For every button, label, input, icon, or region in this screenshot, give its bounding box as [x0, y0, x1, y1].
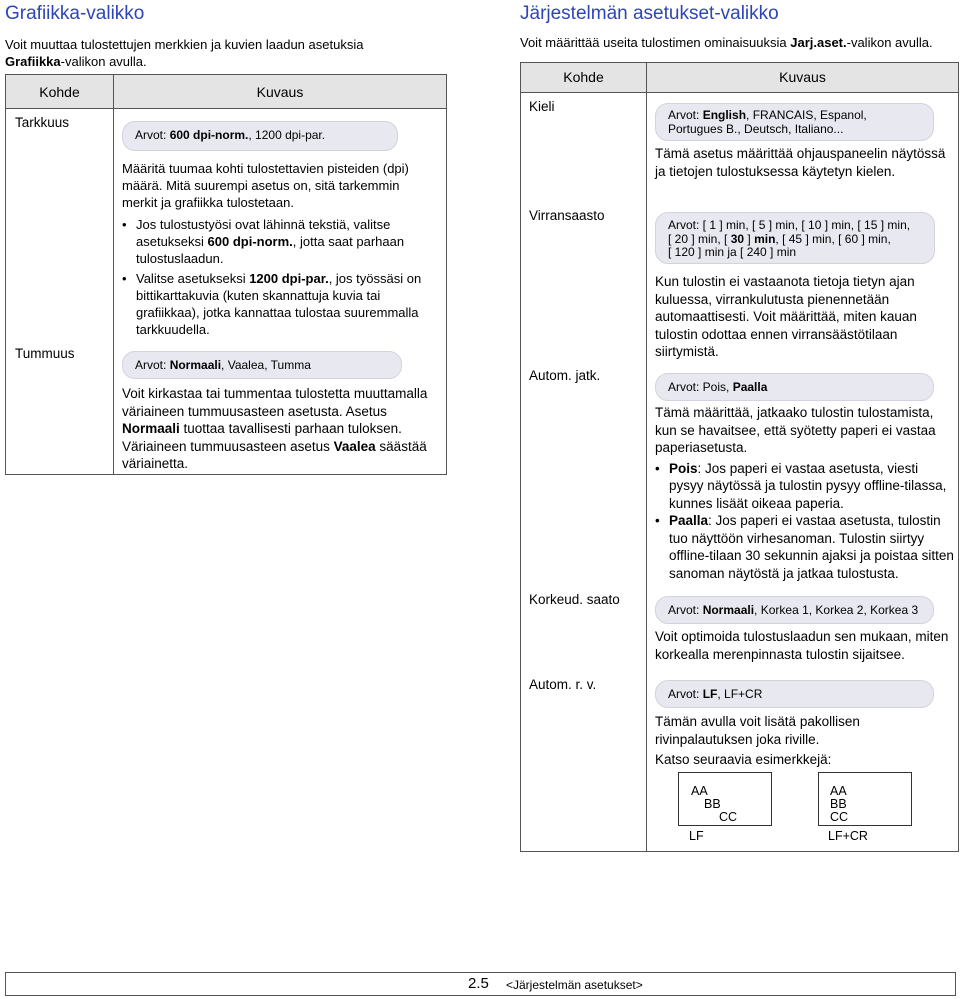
desc-tummuus: Voit kirkastaa tai tummentaa tulostetta muuttamalla väriaineen tummuusasteen asetusta. Asetus Normaali tuottaa tavallisesti parhaan tuloksen. Väriaineen tummuusasteen asetus Vaalea säästää väriainetta.: [122, 386, 428, 471]
desc-kieli: Tämä asetus määrittää ohjauspaneelin näytössä ja tietojen tulostuksessa käytetyn kielen.: [655, 146, 946, 179]
item-autom-jatk: Autom. jatk.: [529, 368, 601, 383]
item-virransaasto: Virransaasto: [529, 208, 605, 223]
footer: [5, 972, 956, 996]
values-korkeud-saato: Arvot: Normaali, Korkea 1, Korkea 2, Korkea 3: [655, 596, 934, 624]
values-tarkkuus: Arvot: 600 dpi-norm., 1200 dpi-par.: [122, 121, 398, 151]
left-intro: Voit muuttaa tulostettujen merkkien ja kuvien laadun asetuksia Grafiikka-valikon avulla.: [5, 37, 364, 69]
item-korkeud-saato: Korkeud. saato: [529, 592, 620, 607]
item-tummuus: Tummuus: [15, 346, 75, 361]
values-virransaasto: Arvot: [ 1 ] min, [ 5 ] min, [ 10 ] min, [ 15 ] min, [ 20 ] min, [ 30 ] min, [ 45 ] min, [ 60 ] min, [ 120 ] min ja [ 240 ] min: [655, 212, 935, 264]
right-title: Järjestelmän asetukset-valikko: [520, 3, 779, 24]
left-title: Grafiikka-valikko: [5, 3, 145, 24]
left-col-desc-header: Kuvaus: [256, 84, 304, 100]
example-lf-label: LF: [689, 829, 704, 843]
desc-virransaasto: Kun tulostin ei vastaanota tietoja tietyn ajan kuluessa, virrankulutusta pienennetään automaattisesti. Voit määrittää, miten kauan tulostin odottaa ennen virransäästötilaan siirtymistä.: [655, 274, 917, 359]
right-col-desc-header: Kuvaus: [779, 69, 826, 85]
desc-korkeud-saato: Voit optimoida tulostuslaadun sen mukaan, miten korkealla merenpinnasta tulostin sijaitsee.: [655, 629, 949, 662]
example-lfcr-label: LF+CR: [828, 829, 868, 843]
desc-autom-r-v-examples: Katso seuraavia esimerkkejä:: [655, 752, 832, 767]
values-kieli: Arvot: English, FRANCAIS, Espanol, Portugues B., Deutsch, Italiano...: [655, 103, 934, 141]
desc-autom-r-v: Tämän avulla voit lisätä pakollisen rivinpalautuksen joka riville.: [655, 714, 860, 747]
left-col-item-header: Kohde: [39, 84, 80, 100]
item-autom-r-v: Autom. r. v.: [529, 677, 597, 692]
right-col-item-header: Kohde: [563, 69, 604, 85]
right-intro: Voit määrittää useita tulostimen ominaisuuksia Jarj.aset.-valikon avulla.: [520, 35, 933, 50]
page-number: 2.5: [468, 975, 489, 992]
footer-section: <Järjestelmän asetukset>: [506, 978, 643, 992]
values-autom-r-v: Arvot: LF, LF+CR: [655, 680, 934, 708]
desc-autom-jatk: Tämä määrittää, jatkaako tulostin tulostamista, kun se havaitsee, että syötetty paperi ei vastaa paperiasetusta. • Pois: Jos paperi ei vastaa asetusta, viesti pysyy näytössä ja tulostin pysyy offline-tilassa, kunnes lisäät oikeaa paperia. • Paalla: Jos paperi ei vastaa asetusta, tulostin tuo näyttöön virhesanoman. Tulostin siirtyy offline-tilaan 30 sekunnin ajaksi ja poistaa sitten sanoman näytöstä ja jatkaa tulostusta.: [655, 404, 955, 582]
values-autom-jatk: Arvot: Pois, Paalla: [655, 373, 934, 401]
example-lf-box: AA BB CC: [678, 772, 772, 826]
item-tarkkuus: Tarkkuus: [15, 115, 70, 130]
example-lfcr-box: AA BB CC: [818, 772, 912, 826]
desc-tarkkuus: Määritä tuumaa kohti tulostettavien pisteiden (dpi) määrä. Mitä suurempi asetus on, sitä tarkemmin merkit ja grafiikka tulostetaan. • Jos tulostustyösi ovat lähinnä tekstiä, valitse asetukseksi 600 dpi-norm., jotta saat parhaan tulostuslaadun. • Valitse asetukseksi 1200 dpi-par., jos työssäsi on bittikarttakuvia (kuten skannattuja kuvia tai grafiikkaa), jotka kannattaa tulostaa suuremmalla tarkkuudella.: [122, 160, 434, 338]
values-tummuus: Arvot: Normaali, Vaalea, Tumma: [122, 351, 402, 379]
item-kieli: Kieli: [529, 99, 555, 114]
